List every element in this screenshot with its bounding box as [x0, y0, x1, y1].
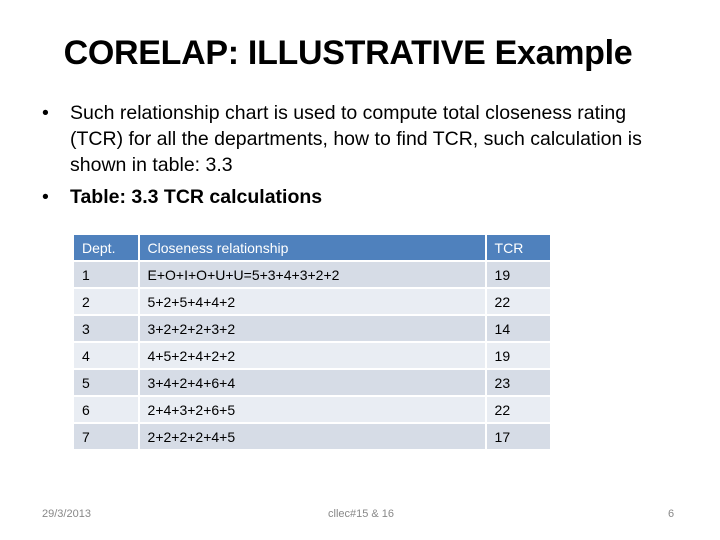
cell-relationship: 4+5+2+4+2+2 — [140, 343, 485, 368]
cell-tcr: 22 — [487, 289, 550, 314]
bullet-item-table-caption — [42, 184, 662, 210]
cell-dept: 5 — [74, 370, 138, 395]
bullet-text: Such relationship chart is used to compute total closeness rating (TCR) for all the departments, how to find TCR, such calculation is shown in table: 3.3 — [70, 102, 642, 176]
footer-course-label: cllec#15 & 16 — [328, 508, 395, 520]
cell-relationship: 2+2+2+2+4+5 — [140, 424, 485, 449]
cell-dept: 4 — [74, 343, 138, 368]
table-row — [74, 343, 550, 368]
header-dept: Dept. — [74, 235, 138, 260]
cell-dept: 2 — [74, 289, 138, 314]
cell-relationship: 2+4+3+2+6+5 — [140, 397, 485, 422]
table-header-row — [74, 235, 550, 260]
table-row — [74, 424, 550, 449]
footer-page-number: 6 — [668, 508, 675, 520]
footer-date: 29/3/2013 — [42, 508, 91, 520]
cell-relationship: 3+2+2+2+3+2 — [140, 316, 485, 341]
cell-relationship: E+O+I+O+U+U=5+3+4+3+2+2 — [140, 262, 485, 287]
cell-dept: 3 — [74, 316, 138, 341]
table-row — [74, 397, 550, 422]
table-caption: Table: 3.3 TCR calculations — [70, 186, 323, 208]
table-row — [74, 316, 550, 341]
bullet-marker: • — [42, 186, 49, 208]
table-row — [74, 262, 550, 287]
table-row — [74, 289, 550, 314]
bullet-item-description — [42, 100, 662, 178]
table-row — [74, 370, 550, 395]
cell-tcr: 23 — [487, 370, 550, 395]
cell-tcr: 19 — [487, 262, 550, 287]
cell-dept: 7 — [74, 424, 138, 449]
cell-tcr: 17 — [487, 424, 550, 449]
cell-relationship: 3+4+2+4+6+4 — [140, 370, 485, 395]
cell-dept: 1 — [74, 262, 138, 287]
cell-tcr: 22 — [487, 397, 550, 422]
tcr-table — [72, 233, 552, 451]
header-tcr: TCR — [487, 235, 550, 260]
header-closeness-relationship: Closeness relationship — [140, 235, 485, 260]
cell-relationship: 5+2+5+4+4+2 — [140, 289, 485, 314]
bullet-marker: • — [42, 102, 49, 124]
cell-dept: 6 — [74, 397, 138, 422]
cell-tcr: 19 — [487, 343, 550, 368]
bullet-list — [42, 100, 662, 216]
slide-title: CORELAP: ILLUSTRATIVE Example — [63, 34, 633, 72]
cell-tcr: 14 — [487, 316, 550, 341]
